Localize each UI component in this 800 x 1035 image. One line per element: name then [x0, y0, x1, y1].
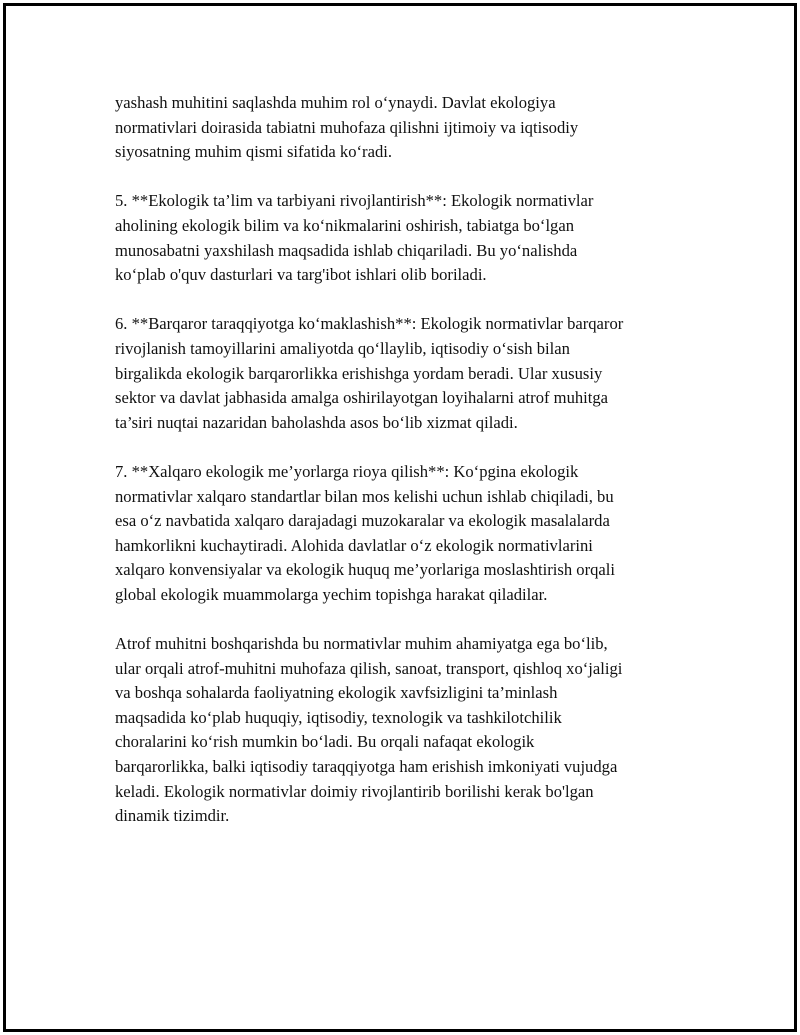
- text-line: keladi. Ekologik normativlar doimiy rivojlantirib borilishi kerak bo'lgan: [115, 781, 594, 801]
- document-body: [115, 91, 685, 853]
- paragraph-intro: [115, 91, 685, 165]
- paragraph-conclusion: [115, 632, 685, 829]
- text-line: va boshqa sohalarda faoliyatning ekologik xavfsizligini ta’minlash: [115, 683, 558, 703]
- text-line: xalqaro konvensiyalar va ekologik huquq me’yorlariga moslashtirish orqali: [115, 560, 615, 580]
- text-line: maqsadida ko‘plab huquqiy, iqtisodiy, texnologik va tashkilotchilik: [115, 707, 562, 727]
- text-line: esa o‘z navbatida xalqaro darajadagi muzokaralar va ekologik masalalarda: [115, 511, 610, 531]
- text-line: ular orqali atrof-muhitni muhofaza qilish, sanoat, transport, qishloq xo‘jaligi: [115, 658, 623, 678]
- text-line: Atrof muhitni boshqarishda bu normativlar muhim ahamiyatga ega bo‘lib,: [115, 634, 608, 654]
- text-line: aholining ekologik bilim va ko‘nikmalarini oshirish, tabiatga bo‘lgan: [115, 215, 575, 235]
- paragraph-item-7: [115, 460, 685, 608]
- text-line: normativlari doirasida tabiatni muhofaza qilishni ijtimoiy va iqtisodiy: [115, 117, 579, 137]
- text-line: choralarini ko‘rish mumkin bo‘ladi. Bu orqali nafaqat ekologik: [115, 732, 535, 752]
- text-line: normativlar xalqaro standartlar bilan mos kelishi uchun ishlab chiqiladi, bu: [115, 486, 614, 506]
- text-line: dinamik tizimdir.: [115, 806, 230, 826]
- text-line: ko‘plab o'quv dasturlari va targ'ibot ishlari olib boriladi.: [115, 265, 487, 285]
- text-line: rivojlanish tamoyillarini amaliyotda qo‘llaylib, iqtisodiy o‘sish bilan: [115, 338, 570, 358]
- text-line: munosabatni yaxshilash maqsadida ishlab chiqariladi. Bu yo‘nalishda: [115, 240, 578, 260]
- text-line: hamkorlikni kuchaytiradi. Alohida davlatlar o‘z ekologik normativlarini: [115, 535, 593, 555]
- text-line: 7. **Xalqaro ekologik me’yorlarga rioya qilish**: Ko‘pgina ekologik: [115, 461, 579, 481]
- paragraph-item-5: [115, 189, 685, 287]
- text-line: sektor va davlat jabhasida amalga oshirilayotgan loyihalarni atrof muhitga: [115, 388, 609, 408]
- text-line: barqarorlikka, balki iqtisodiy taraqqiyotga ham erishish imkoniyati vujudga: [115, 757, 618, 777]
- text-line: ta’siri nuqtai nazaridan baholashda asos bo‘lib xizmat qiladi.: [115, 412, 518, 432]
- text-line: siyosatning muhim qismi sifatida ko‘radi.: [115, 142, 392, 162]
- text-line: 5. **Ekologik ta’lim va tarbiyani rivojlantirish**: Ekologik normativlar: [115, 191, 594, 211]
- text-line: global ekologik muammolarga yechim topishga harakat qiladilar.: [115, 584, 548, 604]
- text-line: 6. **Barqaror taraqqiyotga ko‘maklashish**: Ekologik normativlar barqaror: [115, 314, 624, 334]
- paragraph-item-6: [115, 312, 685, 435]
- text-line: birgalikda ekologik barqarorlikka erishishga yordam beradi. Ular xususiy: [115, 363, 603, 383]
- text-line: yashash muhitini saqlashda muhim rol o‘ynaydi. Davlat ekologiya: [115, 93, 556, 112]
